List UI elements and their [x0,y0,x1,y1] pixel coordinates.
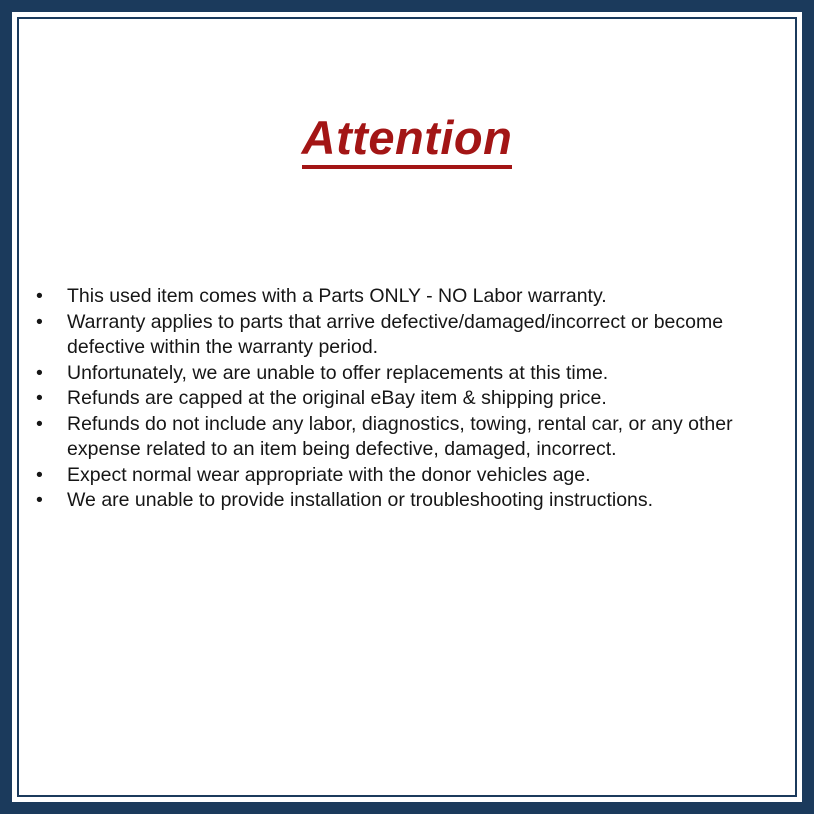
bullet-icon: • [36,285,43,307]
warranty-terms-list [19,284,795,514]
bullet-icon: • [36,310,43,333]
page-title [19,19,795,169]
list-item [19,488,795,514]
list-item [19,310,795,361]
list-item-text: Expect normal wear appropriate with the donor vehicles age. [67,463,591,486]
bullet-icon: • [36,489,43,511]
list-item [19,361,795,387]
list-item-text: Refunds are capped at the original eBay item & shipping price. [67,387,607,409]
bullet-icon: • [36,387,43,409]
list-item [19,284,795,310]
page-title-text: Attention [302,114,513,169]
list-item [19,386,795,412]
list-item-text: Warranty applies to parts that arrive defective/damaged/incorrect or become defective within the warranty period. [67,310,724,358]
bullet-icon: • [36,361,43,384]
list-item [19,412,795,463]
notice-content [19,19,795,795]
bullet-icon: • [36,463,43,486]
list-item-text: Refunds do not include any labor, diagnostics, towing, rental car, or any other expense related to an item being defective, damaged, incorrect. [67,412,733,460]
list-item-text: Unfortunately, we are unable to offer replacements at this time. [67,361,609,384]
list-item [19,463,795,489]
list-item-text: We are unable to provide installation or troubleshooting instructions. [67,489,654,511]
bullet-icon: • [36,412,43,435]
list-item-text: This used item comes with a Parts ONLY - NO Labor warranty. [67,285,607,307]
